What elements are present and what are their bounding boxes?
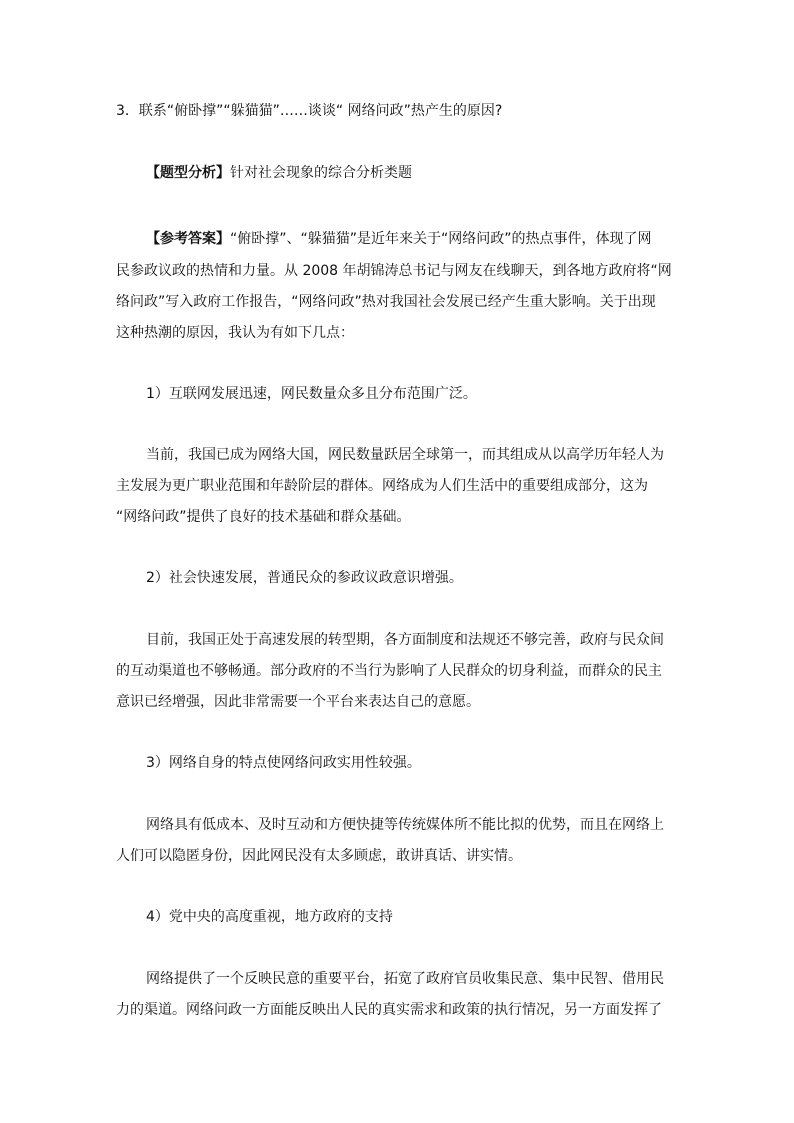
answer-line-3: 络问政”写入政府工作报告，“网络问政”热对我国社会发展已经产生重大影响。关于出现 <box>116 294 656 310</box>
answer-line-2: 民参政议政的热情和力量。从 2008 年胡锦涛总书记与网友在线聊天，到各地方政府将“网 <box>116 263 672 279</box>
point-1-heading: 1）互联网发展迅速，网民数量众多且分布范围广泛。 <box>146 386 477 402</box>
point-3-heading: 3）网络自身的特点使网络问政实用性较强。 <box>146 755 421 771</box>
answer-line-1 <box>146 229 716 249</box>
point-1-line-1: 当前，我国已成为网络大国，网民数量跃居全球第一，而其组成从以高学历年轻人为 <box>146 447 664 463</box>
analysis-paragraph <box>146 163 716 183</box>
answer-line-4: 这种热潮的原因，我认为有如下几点： <box>116 325 354 341</box>
point-2-line-2: 的互动渠道也不够畅通。部分政府的不当行为影响了人民群众的切身利益，而群众的民主 <box>116 663 662 679</box>
point-4-line-1: 网络提供了一个反映民意的重要平台，拓宽了政府官员收集民意、集中民智、借用民 <box>146 971 664 987</box>
analysis-text: 针对社会现象的综合分析类题 <box>230 165 412 181</box>
point-2-line-3: 意识已经增强，因此非常需要一个平台来表达自己的意愿。 <box>116 694 480 710</box>
point-4-line-2: 力的渠道。网络问政一方面能反映出人民的真实需求和政策的执行情况，另一方面发挥了 <box>116 1002 662 1018</box>
answer-text-1: “俯卧撑”、“躲猫猫”是近年来关于“网络问政”的热点事件，体现了网 <box>230 231 652 247</box>
point-1-line-3: “网络问政”提供了良好的技术基础和群众基础。 <box>116 509 411 525</box>
point-3-line-1: 网络具有低成本、及时互动和方便快捷等传统媒体所不能比拟的优势，而且在网络上 <box>146 817 664 833</box>
point-1-line-2: 主发展为更广职业范围和年龄阶层的群体。网络成为人们生活中的重要组成部分，这为 <box>116 478 648 494</box>
analysis-label: 【题型分析】 <box>146 165 230 181</box>
point-3-line-2: 人们可以隐匿身份，因此网民没有太多顾虑，敢讲真话、讲实情。 <box>116 848 522 864</box>
question-text: 3．联系“俯卧撑”“躲猫猫”……谈谈“ 网络问政”热产生的原因? <box>116 103 503 119</box>
answer-label: 【参考答案】 <box>146 231 230 247</box>
point-2-heading: 2）社会快速发展，普通民众的参政议政意识增强。 <box>146 570 463 586</box>
point-4-heading: 4）党中央的高度重视，地方政府的支持 <box>146 909 393 925</box>
point-2-line-1: 目前，我国正处于高速发展的转型期，各方面制度和法规还不够完善，政府与民众间 <box>146 632 664 648</box>
